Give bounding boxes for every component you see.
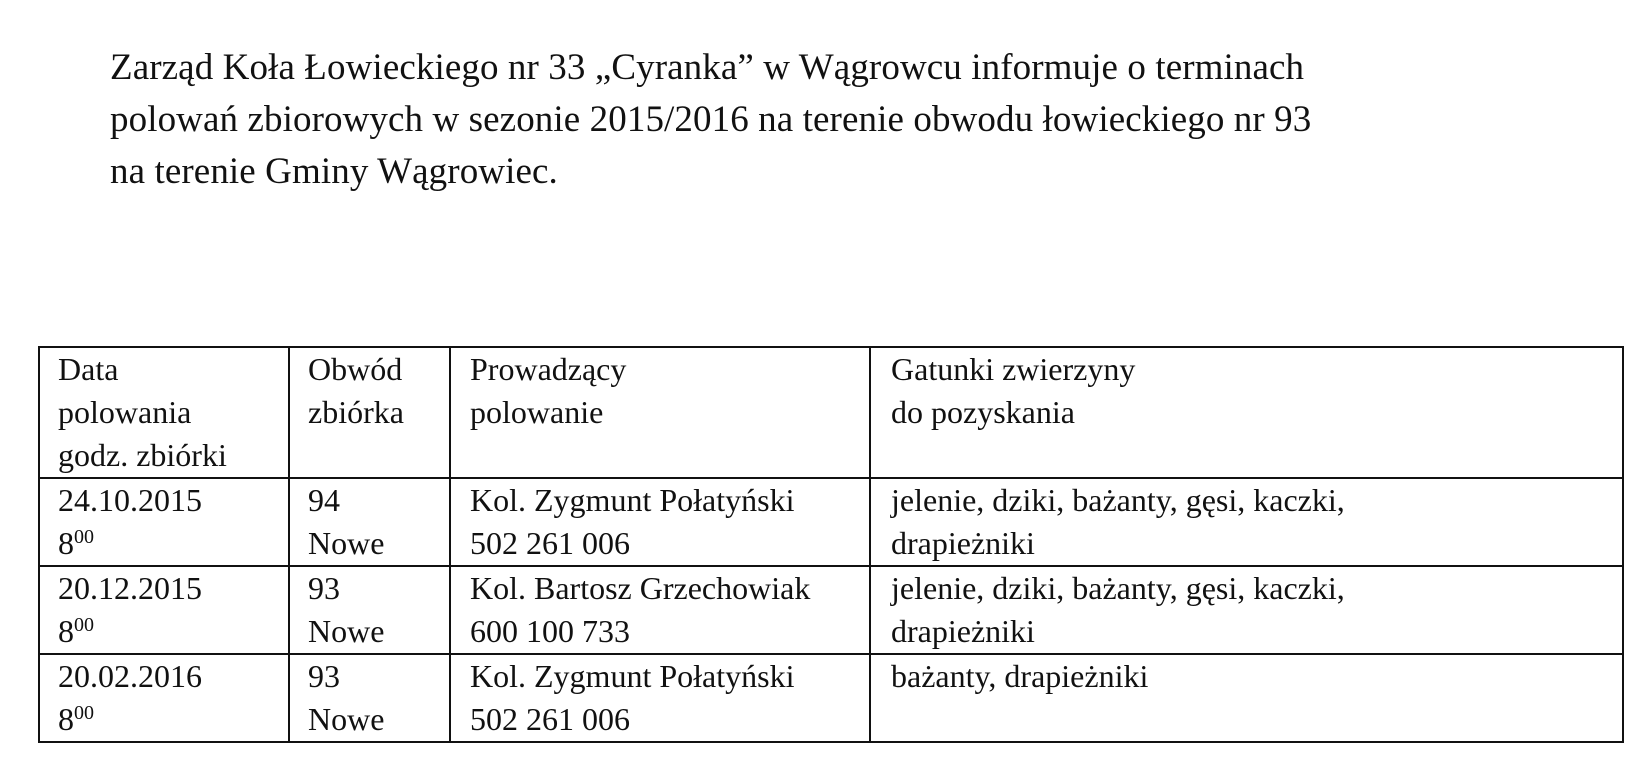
table-row [39, 654, 1623, 742]
announcement-line: polowań zbiorowych w sezonie 2015/2016 na terenie obwodu łowieckiego nr 93 [110, 99, 1312, 140]
leader-cell: Kol. Zygmunt Połatyński 502 261 006 [450, 654, 870, 742]
table-header-row [39, 347, 1623, 478]
date-cell: 24.10.2015 $8^{00}$ [39, 478, 289, 566]
date-cell: 20.12.2015 $8^{00}$ [39, 566, 289, 654]
district-cell: 94 Nowe [289, 478, 450, 566]
leader-cell: Kol. Bartosz Grzechowiak 600 100 733 [450, 566, 870, 654]
hunting-schedule-table [38, 346, 1624, 743]
header-date: Data polowania godz. zbiórki [39, 347, 289, 478]
leader-cell: Kol. Zygmunt Połatyński 502 261 006 [450, 478, 870, 566]
meeting-time: $8^{00}$ [58, 525, 94, 561]
district-cell: 93 Nowe [289, 566, 450, 654]
header-species: Gatunki zwierzyny do pozyskania [870, 347, 1623, 478]
meeting-time: $8^{00}$ [58, 701, 94, 737]
announcement-line: Zarząd Koła Łowieckiego nr 33 „Cyranka” w Wągrowcu informuje o terminach [110, 47, 1305, 88]
header-district: Obwód zbiórka [289, 347, 450, 478]
header-leader: Prowadzący polowanie [450, 347, 870, 478]
species-cell: bażanty, drapieżniki [870, 654, 1623, 742]
table-row [39, 478, 1623, 566]
announcement-line: na terenie Gminy Wągrowiec. [110, 151, 558, 192]
species-cell: jelenie, dziki, bażanty, gęsi, kaczki, drapieżniki [870, 566, 1623, 654]
announcement-text [110, 42, 1630, 198]
species-cell: jelenie, dziki, bażanty, gęsi, kaczki, drapieżniki [870, 478, 1623, 566]
meeting-time: $8^{00}$ [58, 613, 94, 649]
district-cell: 93 Nowe [289, 654, 450, 742]
table-row [39, 566, 1623, 654]
date-cell: 20.02.2016 $8^{00}$ [39, 654, 289, 742]
